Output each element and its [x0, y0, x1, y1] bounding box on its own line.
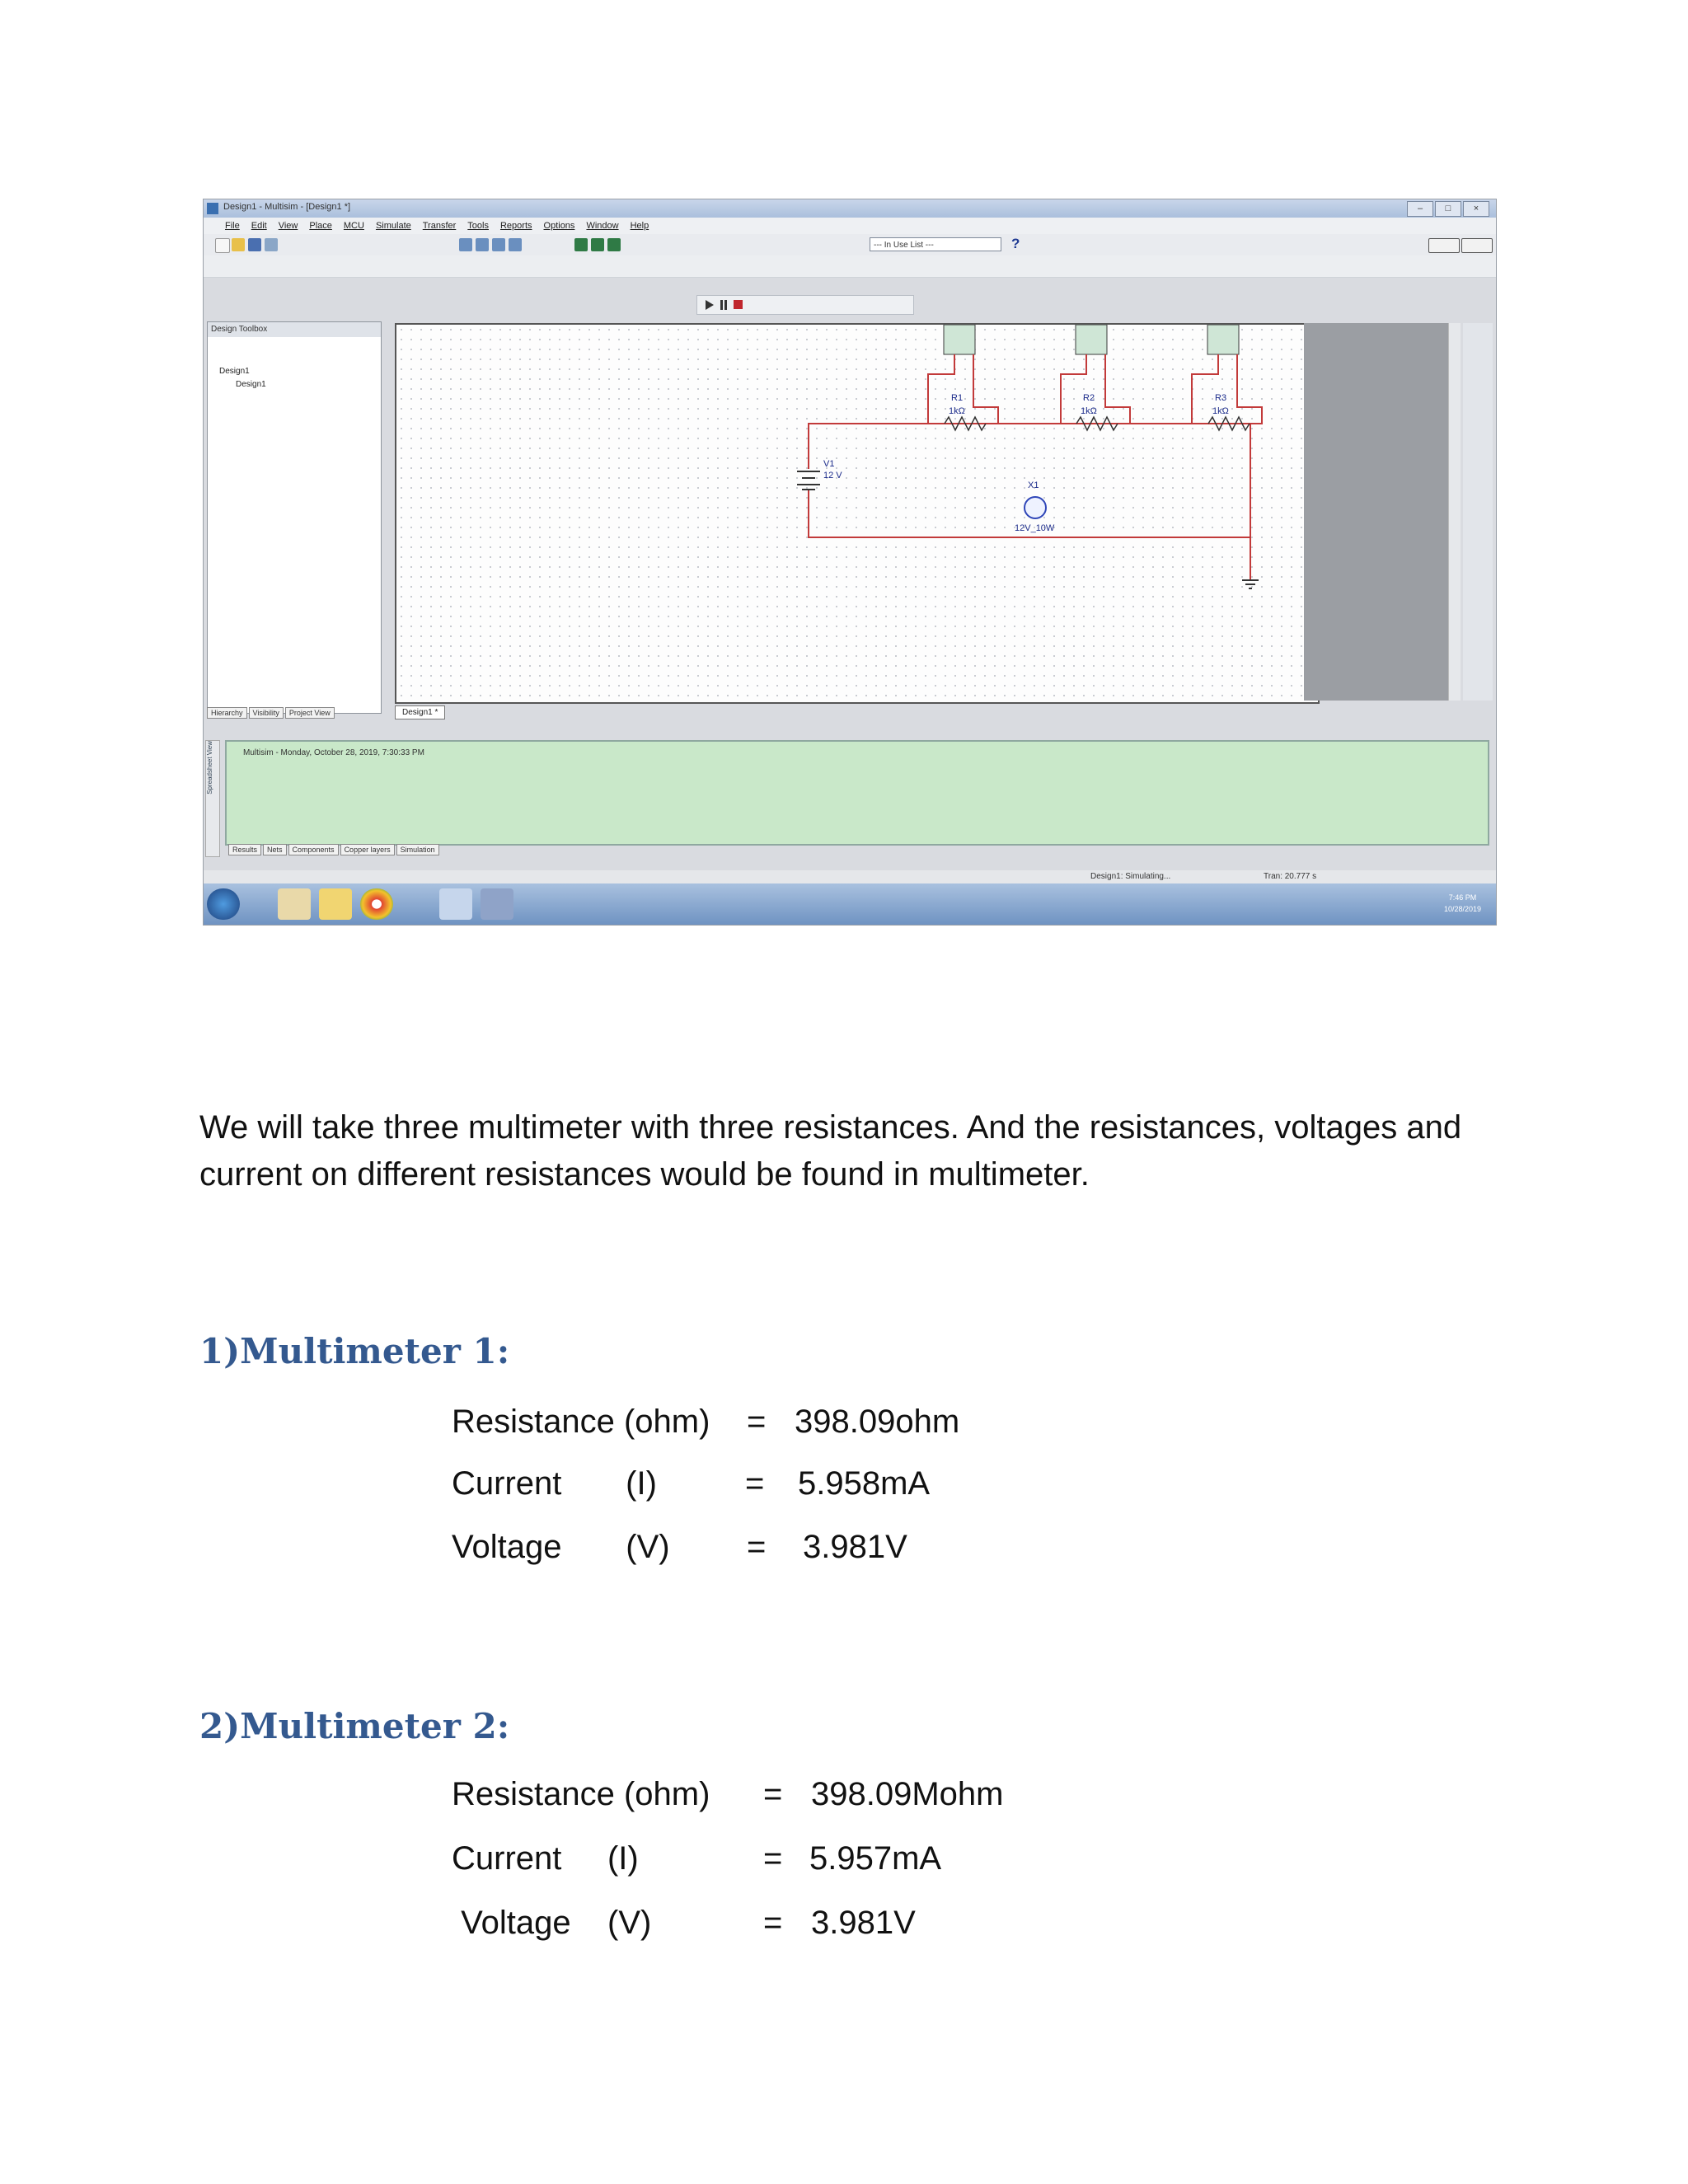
- workspace-margin: [1304, 323, 1448, 701]
- component-icon[interactable]: [574, 238, 588, 251]
- menu-simulate[interactable]: Simulate: [375, 221, 411, 231]
- multimeter-2-heading: 2)Multimeter 2:: [199, 1706, 510, 1746]
- x1-value: 12V_10W: [1015, 523, 1055, 533]
- chrome-icon[interactable]: [360, 888, 393, 920]
- status-simulating: Design1: Simulating...: [1090, 872, 1171, 881]
- m2-current-label: Current (I): [452, 1840, 639, 1877]
- file-explorer-icon[interactable]: [319, 888, 352, 920]
- schematic-canvas[interactable]: [395, 323, 1320, 704]
- ground-icon: [1242, 580, 1259, 588]
- control-panel-icon[interactable]: [439, 888, 472, 920]
- start-button-icon[interactable]: [207, 888, 240, 920]
- print-icon[interactable]: [265, 238, 278, 251]
- tab-copper-layers[interactable]: Copper layers: [340, 844, 395, 855]
- clock-time: 7:46 PM: [1448, 893, 1477, 902]
- m1-current-label: Current (I): [452, 1465, 657, 1502]
- r3-label: R3: [1215, 393, 1227, 403]
- tab-hierarchy[interactable]: Hierarchy: [207, 707, 247, 719]
- m1-resistance-label: Resistance (ohm): [452, 1404, 710, 1440]
- multimeter-xmm1[interactable]: [944, 325, 975, 354]
- standard-toolbar: [204, 234, 1496, 256]
- system-clock: [1444, 892, 1481, 915]
- menu-tools[interactable]: Tools: [467, 221, 489, 231]
- m2-resistance-label: Resistance (ohm): [452, 1776, 710, 1812]
- run-icon[interactable]: [706, 300, 714, 310]
- m2-resistance-eq: =: [763, 1776, 783, 1812]
- multimeter-xmm3[interactable]: [1207, 325, 1239, 354]
- clock-date: 10/28/2019: [1443, 905, 1481, 913]
- zoom-area-icon[interactable]: [492, 238, 505, 251]
- panel-tabs: [207, 707, 335, 719]
- tab-components[interactable]: Components: [288, 844, 339, 855]
- open-folder-icon[interactable]: [232, 238, 245, 251]
- m1-voltage-label: Voltage (V): [452, 1529, 670, 1565]
- wiring-toolbar: [204, 255, 1496, 278]
- spreadsheet-side-label: Spreadsheet View: [205, 740, 220, 857]
- status-tran-time: Tran: 20.777 s: [1264, 872, 1317, 881]
- spreadsheet-view: [225, 740, 1489, 846]
- tab-visibility[interactable]: Visibility: [249, 707, 284, 719]
- v1-value: 12 V: [823, 471, 842, 480]
- x1-label: X1: [1028, 480, 1039, 490]
- zoom-in-icon[interactable]: [459, 238, 472, 251]
- r1-label: R1: [951, 393, 964, 403]
- grapher-icon[interactable]: [591, 238, 604, 251]
- m1-resistance-eq: =: [747, 1404, 767, 1440]
- media-player-icon[interactable]: [278, 888, 311, 920]
- tab-design1[interactable]: Design1 *: [395, 705, 445, 719]
- m1-current-eq: =: [745, 1465, 765, 1502]
- instrument-icon[interactable]: [1428, 238, 1460, 253]
- v1-label: V1: [823, 459, 835, 469]
- m2-voltage-eq: =: [763, 1905, 783, 1941]
- menu-transfer[interactable]: Transfer: [422, 221, 457, 231]
- m2-voltage-label: Voltage (V): [452, 1905, 652, 1941]
- r1-value: 1kΩ: [949, 406, 965, 416]
- menu-edit[interactable]: Edit: [251, 221, 267, 231]
- tab-results[interactable]: Results: [228, 844, 261, 855]
- instruments-toolbar: [1463, 323, 1493, 701]
- window-title: Design1 - Multisim - [Design1 *]: [223, 202, 351, 212]
- m2-current-value: 5.957mA: [809, 1840, 942, 1877]
- m2-resistance-value: 398.09Mohm: [811, 1776, 1004, 1812]
- m1-voltage-value: 3.981V: [803, 1529, 907, 1565]
- menu-place[interactable]: Place: [309, 221, 332, 231]
- m1-voltage-eq: =: [747, 1529, 767, 1565]
- new-file-icon[interactable]: [215, 238, 230, 253]
- close-button[interactable]: ×: [1463, 201, 1489, 217]
- menu-reports[interactable]: Reports: [499, 221, 532, 231]
- r2-value: 1kΩ: [1081, 406, 1097, 416]
- pause-icon[interactable]: [1461, 238, 1493, 253]
- r3-value: 1kΩ: [1212, 406, 1229, 416]
- tab-project-view[interactable]: Project View: [285, 707, 335, 719]
- spreadsheet-icon[interactable]: [607, 238, 621, 251]
- tree-item-design[interactable]: Design1: [219, 367, 250, 376]
- pause-sim-icon[interactable]: [720, 300, 727, 310]
- in-use-list-select[interactable]: --- In Use List ---: [870, 237, 1001, 251]
- menu-options[interactable]: Options: [543, 221, 575, 231]
- circuit-wires: [809, 354, 1262, 580]
- zoom-fit-icon[interactable]: [509, 238, 522, 251]
- m1-current-value: 5.958mA: [798, 1465, 931, 1502]
- battery-v1-symbol[interactable]: [797, 471, 820, 490]
- m1-resistance-value: 398.09ohm: [795, 1404, 960, 1440]
- minimize-button[interactable]: –: [1407, 201, 1433, 217]
- maximize-button[interactable]: □: [1435, 201, 1461, 217]
- menu-file[interactable]: File: [225, 221, 240, 231]
- multimeter-1-heading: 1)Multimeter 1:: [199, 1331, 510, 1371]
- window-titlebar: [204, 199, 1496, 218]
- help-icon[interactable]: ?: [1011, 236, 1020, 251]
- spreadsheet-tabs: [228, 844, 439, 855]
- windows-taskbar: [204, 883, 1496, 925]
- r2-label: R2: [1083, 393, 1095, 403]
- menu-help[interactable]: Help: [630, 221, 649, 231]
- design-toolbox-panel: [207, 321, 382, 714]
- multisim-screenshot: [203, 199, 1497, 926]
- tab-simulation[interactable]: Simulation: [396, 844, 439, 855]
- design-toolbox-title: Design Toolbox: [208, 322, 381, 337]
- menu-window[interactable]: Window: [586, 221, 619, 231]
- schematic-drawing: [396, 325, 1318, 702]
- save-icon[interactable]: [248, 238, 261, 251]
- m2-voltage-value: 3.981V: [811, 1905, 916, 1941]
- menu-view[interactable]: View: [278, 221, 298, 231]
- m2-current-eq: =: [763, 1840, 783, 1877]
- multimeter-xmm2[interactable]: [1076, 325, 1107, 354]
- results-log-line: Multisim - Monday, October 28, 2019, 7:30:33 PM: [243, 748, 424, 757]
- multisim-app-icon: [207, 203, 218, 214]
- menu-mcu[interactable]: MCU: [343, 221, 364, 231]
- lamp-x1-symbol[interactable]: [1025, 497, 1046, 518]
- stop-icon[interactable]: [734, 300, 743, 309]
- tab-nets[interactable]: Nets: [263, 844, 287, 855]
- multisim-taskbar-icon[interactable]: [481, 888, 513, 920]
- vertical-scrollbar[interactable]: [1448, 323, 1461, 701]
- status-bar: [204, 870, 1496, 883]
- tree-item-sheet[interactable]: Design1: [236, 380, 266, 389]
- simulation-toolbar: [696, 295, 914, 315]
- intro-paragraph: We will take three multimeter with three resistances. And the resistances, voltages and current on different resistances would be found in multimeter.: [199, 1109, 1462, 1193]
- zoom-out-icon[interactable]: [476, 238, 489, 251]
- design-tree: [208, 337, 381, 391]
- menu-bar: [204, 218, 1496, 234]
